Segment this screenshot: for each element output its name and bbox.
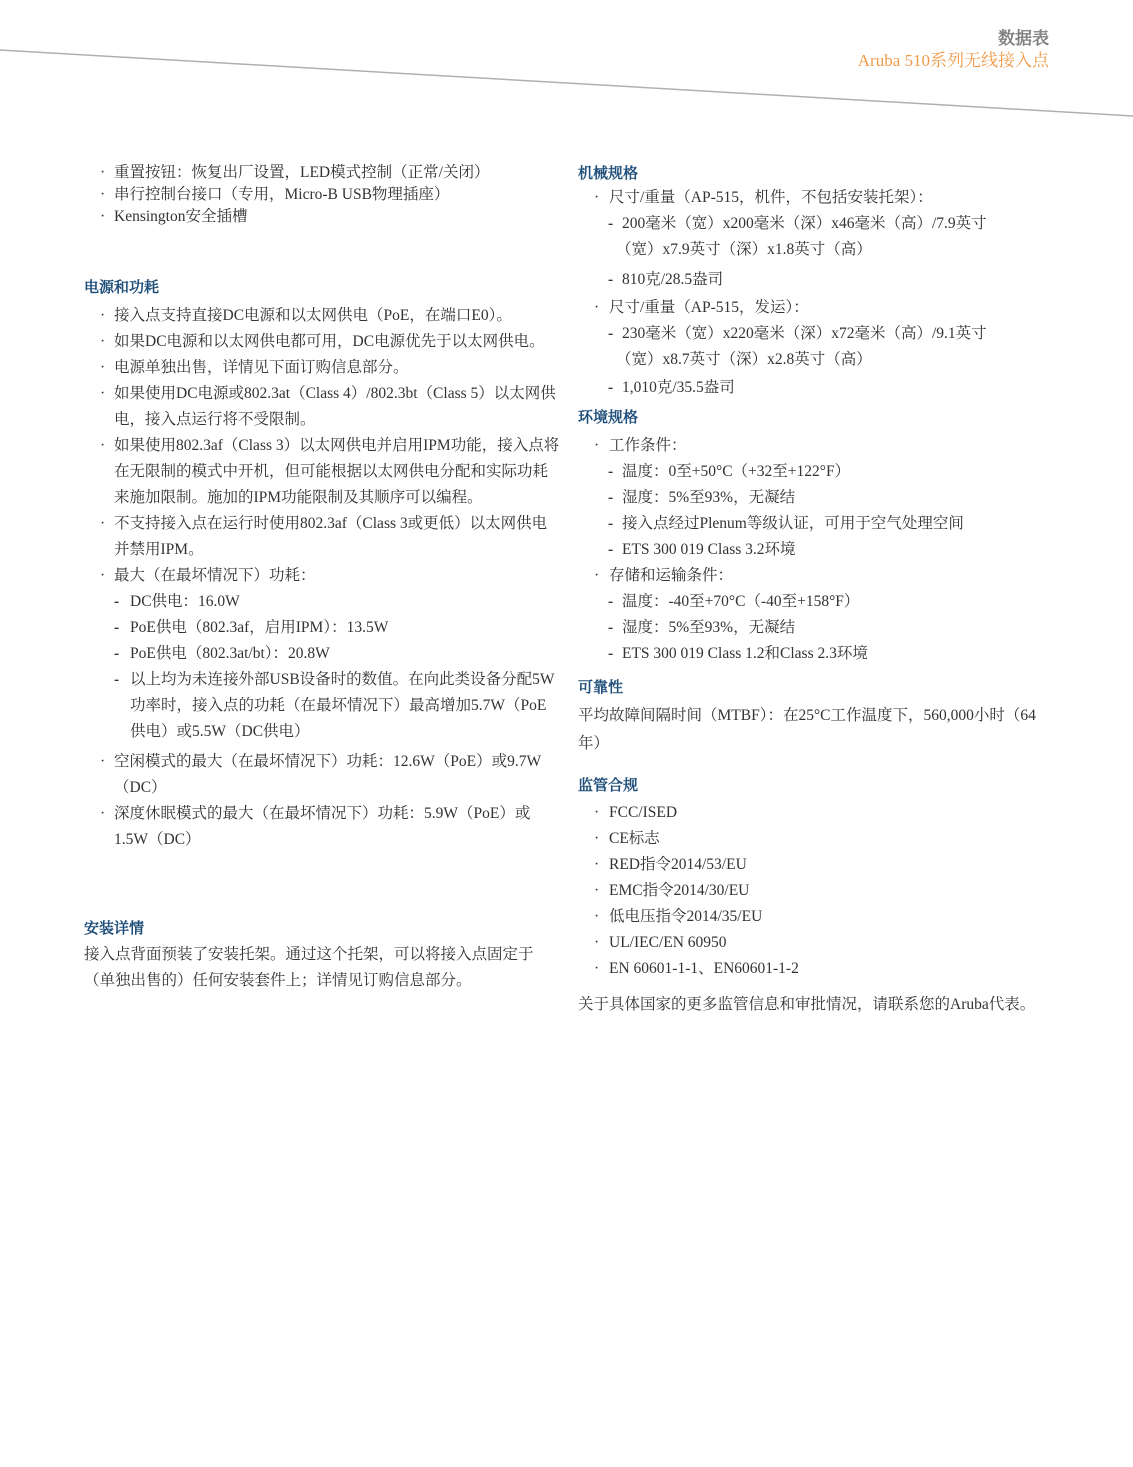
- regulatory-list: [578, 800, 1058, 982]
- power-list: [84, 303, 560, 853]
- regulatory-heading: 监管合规: [578, 776, 639, 794]
- list-item: · 低电压指令2014/35/EU: [578, 904, 1058, 930]
- sub-list-item: - 1,010克/35.5盎司: [608, 379, 735, 396]
- list-item: · CE标志: [578, 826, 1058, 852]
- list-item: · UL/IEC/EN 60950: [578, 930, 1058, 956]
- list-item: · 尺寸/重量（AP-515，发运）：: [578, 295, 1018, 321]
- list-item: · 串行控制台接口（专用，Micro-B USB物理插座）: [84, 184, 560, 206]
- list-item: · 重置按钮：恢复出厂设置，LED模式控制（正常/关闭）: [84, 162, 560, 184]
- list-item: · Kensington安全插槽: [84, 206, 560, 228]
- sub-list-item: - ETS 300 019 Class 3.2环境: [608, 541, 796, 558]
- sub-list-item: - 200毫米（宽）x200毫米（深）x46毫米（高）/7.9英寸（宽）x7.9英寸（深）x1.8英寸（高）: [608, 215, 987, 258]
- mechanical-heading: 机械规格: [578, 164, 639, 182]
- list-item: · RED指令2014/53/EU: [578, 852, 1058, 878]
- list-item: · 工作条件：: [578, 433, 1058, 459]
- list-item: · 电源单独出售，详情见下面订购信息部分。: [84, 355, 560, 381]
- list-item: · 如果使用DC电源或802.3at（Class 4）/802.3bt（Class 5）以太网供电，接入点运行将不受限制。: [84, 381, 560, 433]
- reliability-heading: 可靠性: [578, 678, 624, 696]
- list-item: · EMC指令2014/30/EU: [578, 878, 1058, 904]
- sub-list-item: - 湿度：5%至93%，无凝结: [608, 489, 796, 506]
- sub-list-item: - 温度：-40至+70°C（-40至+158°F）: [608, 593, 860, 610]
- regulatory-note: 关于具体国家的更多监管信息和审批情况，请联系您的Aruba代表。: [578, 996, 1036, 1013]
- list-item: · 不支持接入点在运行时使用802.3af（Class 3或更低）以太网供电并禁用IPM。: [84, 511, 560, 563]
- sub-list-item: - PoE供电（802.3af，启用IPM）：13.5W: [114, 619, 389, 636]
- sub-list-item: - 230毫米（宽）x220毫米（深）x72毫米（高）/9.1英寸（宽）x8.7英寸（深）x2.8英寸（高）: [608, 325, 987, 368]
- sub-list-item: - ETS 300 019 Class 1.2和Class 2.3环境: [608, 645, 868, 662]
- environment-heading: 环境规格: [578, 408, 639, 426]
- list-item: · FCC/ISED: [578, 800, 1058, 826]
- sub-list-item: - 以上均为未连接外部USB设备时的数值。在向此类设备分配5W功率时，接入点的功耗（在最坏情况下）最高增加5.7W（PoE供电）或5.5W（DC供电）: [114, 671, 555, 740]
- document-type: 数据表: [998, 29, 1049, 49]
- install-text: 接入点背面预装了安装托架。通过这个托架，可以将接入点固定于（单独出售的）任何安装套件上；详情见订购信息部分。: [84, 946, 534, 989]
- mechanical-list: [578, 185, 1018, 401]
- power-heading: 电源和功耗: [84, 278, 160, 296]
- reliability-text: 平均故障间隔时间（MTBF）：在25°C工作温度下，560,000小时（64年）: [578, 707, 1036, 752]
- list-item: · 如果DC电源和以太网供电都可用，DC电源优先于以太网供电。: [84, 329, 560, 355]
- environment-list: [578, 433, 1058, 667]
- list-item: · 最大（在最坏情况下）功耗：: [84, 563, 560, 589]
- sub-list-item: - 接入点经过Plenum等级认证，可用于空气处理空间: [608, 515, 964, 532]
- list-item: · 尺寸/重量（AP-515，机件，不包括安装托架）：: [578, 185, 1018, 211]
- product-title: Aruba 510系列无线接入点: [857, 51, 1049, 70]
- list-item: · 空闲模式的最大（在最坏情况下）功耗：12.6W（PoE）或9.7W（DC）: [84, 749, 560, 801]
- list-item: · 如果使用802.3af（Class 3）以太网供电并启用IPM功能，接入点将在无限制的模式中开机，但可能根据以太网供电分配和实际功耗来施加限制。施加的IPM功能限制及其顺序可以编程。: [84, 433, 560, 511]
- sub-list-item: - 温度：0至+50°C（+32至+122°F）: [608, 463, 851, 480]
- sub-list-item: - 810克/28.5盎司: [608, 271, 724, 288]
- install-heading: 安装详情: [84, 919, 145, 937]
- list-item: · 深度休眠模式的最大（在最坏情况下）功耗：5.9W（PoE）或1.5W（DC）: [84, 801, 560, 853]
- intro-list: [84, 162, 560, 228]
- list-item: · 存储和运输条件：: [578, 563, 1058, 589]
- sub-list-item: - DC供电：16.0W: [114, 593, 240, 610]
- list-item: · 接入点支持直接DC电源和以太网供电（PoE，在端口E0）。: [84, 303, 560, 329]
- list-item: · EN 60601-1-1、EN60601-1-2: [578, 956, 1058, 982]
- sub-list-item: - 湿度：5%至93%，无凝结: [608, 619, 796, 636]
- sub-list-item: - PoE供电（802.3at/bt）：20.8W: [114, 645, 330, 662]
